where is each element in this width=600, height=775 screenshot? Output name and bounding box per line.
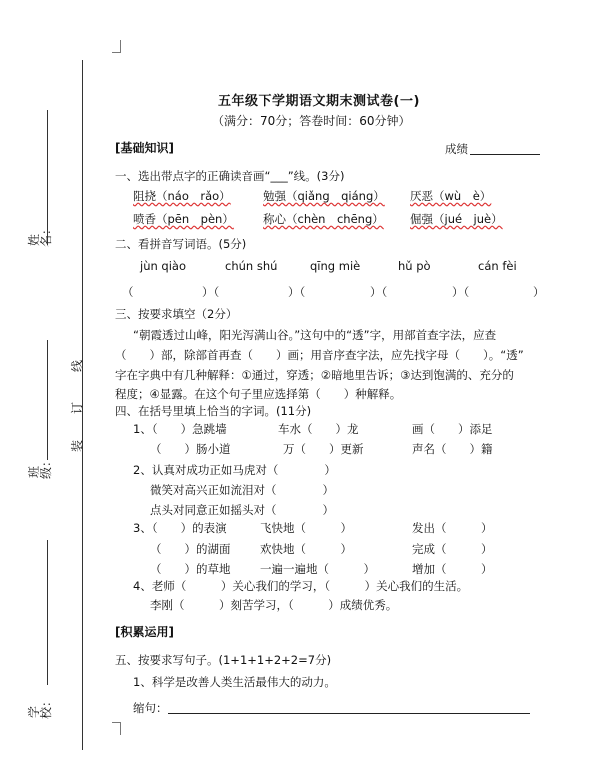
q5-prompt: 五、按要求写句子。(1+1+1+2+2=7分) (115, 653, 332, 667)
q2-answer-box-open: （ (122, 285, 134, 299)
q2-answer-box-4[interactable]: ）（ (452, 285, 470, 299)
q4-r8-a: （ ）的草地 (150, 562, 231, 576)
q1-item-4: 喷香（pēn pèn） (133, 212, 234, 226)
q4-r2-c: 声名（ ）籍 (412, 442, 493, 456)
class-label: 班级： (27, 454, 53, 479)
section-title-basics: [基础知识] (115, 141, 174, 155)
q4-r7-c: 完成（ ） (412, 542, 493, 556)
q2-pinyin-1: jùn qiào (140, 259, 187, 273)
q4-r8-b: 一遍一遍地（ ） (260, 562, 375, 576)
q1-item-1: 阻挠（náo rǎo） (133, 189, 231, 203)
q4-r10: 李刚（ ）刻苦学习，（ ）成绩优秀。 (150, 598, 398, 612)
section-title-accumulation: [积累运用] (115, 625, 174, 639)
q1-item-2: 勉强（qiǎng qiáng） (263, 189, 385, 203)
q2-answer-box-1[interactable]: ）（ (202, 285, 220, 299)
score-field[interactable] (470, 141, 540, 155)
q4-r6-a: 3、（ ）的表演 (133, 521, 227, 535)
q1-item-6: 倔强（jué juè） (410, 212, 503, 226)
q4-prompt: 四、在括号里填上恰当的字词。(11分) (115, 404, 312, 418)
q2-pinyin-2: chún shú (225, 259, 278, 273)
q2-answer-box-close: ） (533, 285, 545, 299)
q2-pinyin-4: hǔ pò (398, 259, 431, 273)
q4-r2-a: （ ）肠小道 (150, 442, 231, 456)
q2-pinyin-5: cán fèi (478, 259, 517, 273)
q4-r7-a: （ ）的湖面 (150, 542, 231, 556)
q4-r7-b: 欢快地（ ） (260, 542, 352, 556)
page-subtitle: （满分：70分；答卷时间：60分钟） (212, 114, 411, 128)
q4-r4: 微笑对高兴正如流泪对（ ） (150, 483, 334, 497)
q2-answer-box-2[interactable]: ）（ (288, 285, 306, 299)
q3-line-1: “朝霞透过山峰，阳光泻满山谷。”这句中的“透”字，用部首查字法，应查 (133, 328, 497, 342)
name-label: 姓名： (27, 222, 53, 247)
q3-line-2: （ ）部，除部首再查（ ）画；用音序查字法，应先找字母（ ）。“透” (115, 348, 524, 362)
q4-r1-a: 1、（ ）急跳墙 (133, 422, 227, 436)
q4-r2-b: 万（ ）更新 (283, 442, 364, 456)
q3-prompt: 三、按要求填空（2分） (115, 307, 238, 321)
q5-item-1: 1、科学是改善人类生活最伟大的动力。 (133, 675, 336, 689)
name-underline (47, 110, 48, 245)
corner-mark-top-left (112, 40, 121, 53)
binding-char-ding: 订 (70, 402, 84, 415)
score-label: 成绩 (445, 142, 468, 156)
q4-r6-b: 飞快地（ ） (260, 521, 352, 535)
q4-r1-c: 画（ ）添足 (412, 422, 493, 436)
q2-pinyin-3: qīng miè (310, 259, 361, 273)
corner-mark-bottom-left (112, 722, 121, 735)
q4-r5: 点头对同意正如摇头对（ ） (150, 503, 334, 517)
q4-r8-c: 增加（ ） (412, 562, 493, 576)
q2-answer-box-3[interactable]: ）（ (370, 285, 388, 299)
page-title: 五年级下学期语文期末测试卷(一) (218, 94, 420, 109)
q2-prompt: 二、看拼音写词语。(5分) (115, 237, 247, 251)
q4-r6-c: 发出（ ） (412, 521, 493, 535)
q1-item-3: 厌恶（wù è） (410, 189, 492, 203)
q4-r3: 2、认真对成功正如马虎对（ ） (133, 463, 336, 477)
class-underline (47, 340, 48, 460)
school-underline (47, 540, 48, 685)
q4-r9: 4、老师（ ）关心我们的学习，（ ）关心我们的生活。 (133, 579, 469, 593)
q3-line-4: 程度；④显露。在这个句子里应选择第（ ）种解释。 (115, 387, 402, 401)
q1-item-5: 称心（chèn chēng） (263, 212, 384, 226)
q3-line-3: 字在字典中有几种解释：①通过，穿透；②暗地里告诉；③达到饱满的、充分的 (115, 368, 514, 382)
q5-shrink-label: 缩句： (133, 701, 168, 715)
binding-char-zhuang: 装 (70, 440, 84, 453)
binding-char-xian: 线 (70, 360, 84, 373)
q5-answer-line[interactable] (168, 700, 530, 714)
q1-prompt: 一、选出带点字的正确读音画“___”线。(3分) (115, 169, 345, 183)
school-label: 学校： (27, 694, 53, 719)
q4-r1-b: 车水（ ）龙 (278, 422, 359, 436)
